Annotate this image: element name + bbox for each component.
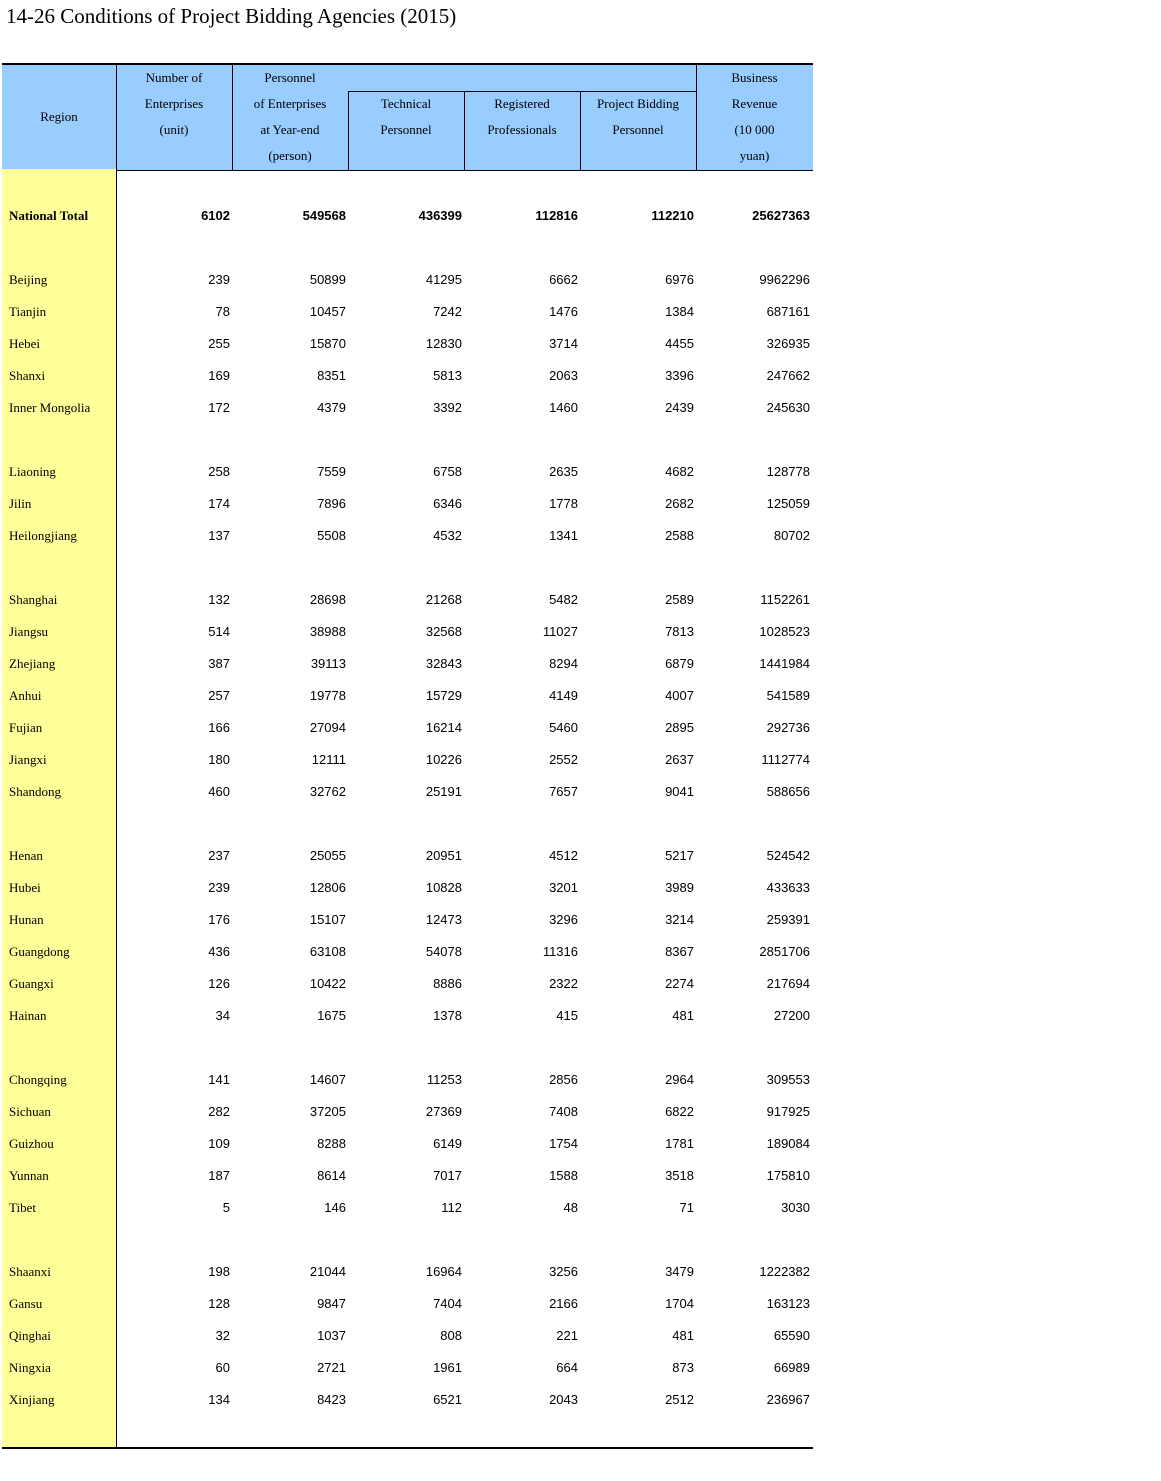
header-technical: Technical Personnel [380, 96, 432, 137]
cell-personnel: 8423 [317, 1392, 346, 1407]
table-row [0, 1006, 813, 1026]
cell-bidding: 6879 [665, 656, 694, 671]
table-row [0, 654, 813, 674]
page-title: 14-26 Conditions of Project Bidding Agencies (2015) [6, 4, 457, 28]
region-name: National Total [9, 208, 89, 223]
region-name: Chongqing [9, 1072, 67, 1087]
cell-enterprises: 176 [208, 912, 230, 927]
cell-registered: 2635 [549, 464, 578, 479]
cell-bidding: 4682 [665, 464, 694, 479]
table-row [0, 462, 813, 482]
cell-bidding: 2964 [665, 1072, 694, 1087]
cell-personnel: 5508 [317, 528, 346, 543]
cell-technical: 10828 [425, 880, 462, 895]
cell-revenue: 1441984 [759, 656, 810, 671]
cell-registered: 7408 [549, 1104, 578, 1119]
cell-enterprises: 169 [208, 368, 230, 383]
cell-registered: 3714 [549, 336, 578, 351]
region-name: Liaoning [9, 464, 56, 479]
table-row [0, 1262, 813, 1282]
cell-technical: 12830 [425, 336, 462, 351]
cell-technical: 4532 [433, 528, 462, 543]
cell-registered: 112816 [535, 208, 578, 223]
cell-personnel: 12111 [311, 752, 346, 767]
cell-registered: 4149 [549, 688, 578, 703]
table-row [0, 302, 813, 322]
cell-enterprises: 257 [208, 688, 230, 703]
cell-personnel: 15107 [309, 912, 346, 927]
cell-bidding: 4007 [665, 688, 694, 703]
cell-registered: 11027 [542, 624, 578, 639]
cell-personnel: 19778 [309, 688, 346, 703]
header-registered: Registered Professionals [487, 96, 557, 137]
region-name: Hubei [9, 880, 41, 895]
cell-revenue: 9962296 [759, 272, 810, 287]
region-name: Shanxi [9, 368, 46, 383]
cell-personnel: 8614 [317, 1168, 346, 1183]
table-row [0, 750, 813, 770]
cell-bidding: 481 [672, 1328, 694, 1343]
table-row [0, 1166, 813, 1186]
region-name: Fujian [9, 720, 43, 735]
cell-bidding: 1781 [665, 1136, 694, 1151]
cell-personnel: 14607 [309, 1072, 346, 1087]
cell-bidding: 3479 [665, 1264, 694, 1279]
cell-enterprises: 239 [208, 880, 230, 895]
cell-bidding: 2589 [665, 592, 694, 607]
cell-bidding: 2682 [665, 496, 694, 511]
cell-bidding: 2439 [665, 400, 694, 415]
cell-technical: 5813 [433, 368, 462, 383]
cell-enterprises: 34 [215, 1008, 230, 1023]
table-row [0, 270, 813, 290]
table-row [0, 1358, 813, 1378]
cell-technical: 7404 [433, 1296, 462, 1311]
table-row [0, 1294, 813, 1314]
cell-personnel: 10422 [309, 976, 346, 991]
cell-revenue: 125059 [766, 496, 810, 511]
cell-bidding: 3518 [665, 1168, 694, 1183]
region-name: Jilin [9, 496, 32, 511]
cell-personnel: 50899 [309, 272, 346, 287]
cell-enterprises: 172 [208, 400, 230, 415]
region-column-divider [116, 169, 117, 1447]
region-name: Guizhou [9, 1136, 54, 1151]
cell-personnel: 1675 [317, 1008, 346, 1023]
cell-bidding: 2588 [665, 528, 694, 543]
cell-revenue: 292736 [766, 720, 810, 735]
cell-technical: 8886 [433, 976, 462, 991]
cell-bidding: 6822 [665, 1104, 694, 1119]
table-row [0, 910, 813, 930]
region-name: Yunnan [9, 1168, 49, 1183]
table-row [0, 974, 813, 994]
region-name: Guangxi [9, 976, 54, 991]
cell-registered: 11316 [542, 944, 578, 959]
cell-enterprises: 32 [215, 1328, 230, 1343]
cell-personnel: 39113 [310, 656, 346, 671]
cell-enterprises: 132 [208, 592, 230, 607]
cell-technical: 25191 [425, 784, 462, 799]
cell-technical: 7017 [433, 1168, 462, 1183]
table-row [0, 1198, 813, 1218]
cell-personnel: 549568 [302, 208, 346, 223]
cell-registered: 1476 [549, 304, 578, 319]
cell-revenue: 309553 [766, 1072, 810, 1087]
cell-enterprises: 258 [208, 464, 230, 479]
cell-enterprises: 141 [208, 1072, 230, 1087]
cell-registered: 1460 [549, 400, 578, 415]
table-row [0, 494, 813, 514]
cell-revenue: 1152261 [760, 592, 810, 607]
cell-technical: 27369 [425, 1104, 462, 1119]
cell-revenue: 259391 [766, 912, 810, 927]
cell-technical: 6149 [433, 1136, 462, 1151]
table-row [0, 686, 813, 706]
cell-bidding: 6976 [665, 272, 694, 287]
header-region: Region [40, 109, 78, 124]
cell-revenue: 917925 [766, 1104, 810, 1119]
region-name: Shandong [9, 784, 61, 799]
cell-personnel: 1037 [317, 1328, 346, 1343]
table-row [0, 1070, 813, 1090]
cell-enterprises: 109 [208, 1136, 230, 1151]
cell-technical: 3392 [433, 400, 462, 415]
cell-enterprises: 237 [208, 848, 230, 863]
cell-technical: 32568 [425, 624, 462, 639]
table-bottom-rule [2, 1447, 813, 1449]
cell-enterprises: 60 [215, 1360, 230, 1375]
cell-bidding: 3214 [665, 912, 694, 927]
cell-registered: 3201 [549, 880, 578, 895]
cell-technical: 54078 [425, 944, 462, 959]
cell-enterprises: 137 [208, 528, 230, 543]
cell-personnel: 28698 [309, 592, 346, 607]
cell-personnel: 146 [324, 1200, 346, 1215]
header-bidding: Project Bidding Personnel [597, 96, 679, 137]
cell-revenue: 1028523 [759, 624, 810, 639]
cell-technical: 16214 [425, 720, 462, 735]
cell-technical: 7242 [433, 304, 462, 319]
cell-personnel: 32762 [309, 784, 346, 799]
cell-registered: 1754 [549, 1136, 578, 1151]
region-name: Henan [9, 848, 43, 863]
cell-registered: 2552 [549, 752, 578, 767]
cell-registered: 5460 [549, 720, 578, 735]
cell-registered: 2043 [549, 1392, 578, 1407]
cell-bidding: 2512 [665, 1392, 694, 1407]
cell-technical: 112 [441, 1200, 462, 1215]
cell-personnel: 10457 [309, 304, 346, 319]
cell-technical: 16964 [425, 1264, 462, 1279]
region-name: Sichuan [9, 1104, 51, 1119]
cell-bidding: 3396 [665, 368, 694, 383]
cell-revenue: 27200 [773, 1008, 810, 1023]
cell-enterprises: 198 [208, 1264, 230, 1279]
cell-enterprises: 166 [208, 720, 230, 735]
cell-enterprises: 436 [208, 944, 230, 959]
cell-personnel: 2721 [317, 1360, 346, 1375]
cell-bidding: 71 [679, 1200, 694, 1215]
cell-personnel: 8351 [317, 368, 346, 383]
cell-revenue: 541589 [766, 688, 810, 703]
table-row [0, 366, 813, 386]
cell-revenue: 2851706 [759, 944, 810, 959]
cell-revenue: 433633 [766, 880, 810, 895]
cell-technical: 11253 [426, 1072, 462, 1087]
table-row [0, 526, 813, 546]
cell-registered: 415 [556, 1008, 578, 1023]
cell-revenue: 247662 [766, 368, 810, 383]
cell-bidding: 4455 [665, 336, 694, 351]
cell-personnel: 7559 [317, 464, 346, 479]
cell-personnel: 27094 [309, 720, 346, 735]
cell-personnel: 12806 [309, 880, 346, 895]
cell-technical: 1961 [433, 1360, 462, 1375]
table-header [2, 63, 813, 171]
cell-personnel: 21044 [309, 1264, 346, 1279]
cell-bidding: 2637 [665, 752, 694, 767]
region-name: Anhui [9, 688, 42, 703]
cell-registered: 5482 [549, 592, 578, 607]
cell-revenue: 236967 [766, 1392, 810, 1407]
header-personnel: Personnel of Enterprises at Year-end (person) [253, 70, 327, 163]
table-row [0, 590, 813, 610]
region-name: Qinghai [9, 1328, 51, 1343]
cell-revenue: 175810 [766, 1168, 810, 1183]
table-row [0, 782, 813, 802]
cell-technical: 436399 [418, 208, 462, 223]
region-name: Hunan [9, 912, 44, 927]
cell-registered: 221 [556, 1328, 578, 1343]
cell-bidding: 1384 [665, 304, 694, 319]
cell-registered: 664 [556, 1360, 578, 1375]
cell-personnel: 8288 [317, 1136, 346, 1151]
cell-revenue: 326935 [766, 336, 810, 351]
cell-bidding: 1704 [665, 1296, 694, 1311]
cell-registered: 4512 [549, 848, 578, 863]
cell-bidding: 2274 [665, 976, 694, 991]
cell-revenue: 3030 [781, 1200, 810, 1215]
table-row [0, 334, 813, 354]
cell-bidding: 873 [672, 1360, 694, 1375]
table-row [0, 718, 813, 738]
table-row [0, 398, 813, 418]
cell-technical: 20951 [425, 848, 462, 863]
region-name: Tibet [9, 1200, 36, 1215]
cell-bidding: 9041 [665, 784, 694, 799]
region-column-background [2, 169, 116, 1447]
cell-bidding: 5217 [665, 848, 694, 863]
cell-bidding: 112210 [651, 208, 694, 223]
table-row [0, 846, 813, 866]
cell-revenue: 524542 [766, 848, 810, 863]
header-revenue: Business Revenue (10 000 yuan) [731, 70, 778, 163]
cell-registered: 1588 [549, 1168, 578, 1183]
cell-personnel: 15870 [309, 336, 346, 351]
cell-registered: 2322 [549, 976, 578, 991]
region-name: Jiangxi [9, 752, 47, 767]
region-name: Shaanxi [9, 1264, 51, 1279]
region-name: Guangdong [9, 944, 70, 959]
table-row [0, 878, 813, 898]
region-name: Zhejiang [9, 656, 56, 671]
cell-registered: 48 [563, 1200, 578, 1215]
region-name: Tianjin [9, 304, 47, 319]
cell-personnel: 4379 [317, 400, 346, 415]
cell-technical: 1378 [433, 1008, 462, 1023]
cell-registered: 2063 [549, 368, 578, 383]
table-row [0, 622, 813, 642]
cell-enterprises: 6102 [201, 208, 230, 223]
cell-registered: 2166 [549, 1296, 578, 1311]
table-row [0, 942, 813, 962]
cell-bidding: 7813 [665, 624, 694, 639]
cell-personnel: 38988 [309, 624, 346, 639]
cell-bidding: 481 [672, 1008, 694, 1023]
cell-technical: 12473 [425, 912, 462, 927]
cell-revenue: 217694 [766, 976, 810, 991]
cell-revenue: 1112774 [761, 752, 810, 767]
cell-registered: 1778 [549, 496, 578, 511]
cell-enterprises: 128 [208, 1296, 230, 1311]
cell-bidding: 3989 [665, 880, 694, 895]
header-enterprises: Number of Enterprises (unit) [144, 70, 204, 137]
cell-revenue: 66989 [773, 1360, 810, 1375]
cell-registered: 7657 [549, 784, 578, 799]
cell-revenue: 80702 [773, 528, 810, 543]
cell-registered: 2856 [549, 1072, 578, 1087]
cell-personnel: 25055 [309, 848, 346, 863]
cell-registered: 6662 [549, 272, 578, 287]
table-row [0, 1326, 813, 1346]
cell-revenue: 1222382 [759, 1264, 810, 1279]
region-name: Hebei [9, 336, 41, 351]
cell-enterprises: 255 [208, 336, 230, 351]
region-name: Gansu [9, 1296, 43, 1311]
region-name: Shanghai [9, 592, 58, 607]
region-name: Jiangsu [9, 624, 48, 639]
cell-revenue: 687161 [766, 304, 810, 319]
region-name: Heilongjiang [9, 528, 77, 543]
region-name: Xinjiang [9, 1392, 55, 1407]
cell-technical: 6346 [433, 496, 462, 511]
cell-revenue: 65590 [773, 1328, 810, 1343]
table-row [0, 1390, 813, 1410]
cell-personnel: 9847 [317, 1296, 346, 1311]
cell-technical: 6758 [433, 464, 462, 479]
cell-enterprises: 239 [208, 272, 230, 287]
cell-revenue: 245630 [766, 400, 810, 415]
cell-revenue: 128778 [766, 464, 810, 479]
cell-bidding: 2895 [665, 720, 694, 735]
cell-technical: 32843 [425, 656, 462, 671]
cell-revenue: 588656 [766, 784, 810, 799]
cell-technical: 6521 [433, 1392, 462, 1407]
cell-revenue: 189084 [766, 1136, 810, 1151]
cell-technical: 21268 [425, 592, 462, 607]
table-row [0, 1134, 813, 1154]
table-row [0, 1102, 813, 1122]
cell-enterprises: 387 [208, 656, 230, 671]
region-name: Beijing [9, 272, 48, 287]
cell-registered: 3296 [549, 912, 578, 927]
cell-enterprises: 78 [215, 304, 230, 319]
cell-enterprises: 5 [222, 1200, 230, 1215]
table-row-national-total [0, 206, 813, 226]
cell-registered: 3256 [549, 1264, 578, 1279]
cell-personnel: 7896 [317, 496, 346, 511]
region-name: Ningxia [9, 1360, 51, 1375]
cell-technical: 41295 [425, 272, 462, 287]
cell-registered: 8294 [549, 656, 578, 671]
cell-registered: 1341 [549, 528, 578, 543]
cell-revenue: 163123 [766, 1296, 810, 1311]
cell-revenue: 25627363 [752, 208, 810, 223]
region-name: Inner Mongolia [9, 400, 91, 415]
cell-enterprises: 514 [208, 624, 230, 639]
cell-enterprises: 282 [208, 1104, 230, 1119]
cell-personnel: 63108 [309, 944, 346, 959]
cell-enterprises: 180 [208, 752, 230, 767]
cell-enterprises: 174 [208, 496, 230, 511]
cell-enterprises: 126 [208, 976, 230, 991]
region-name: Hainan [9, 1008, 47, 1023]
cell-bidding: 8367 [665, 944, 694, 959]
cell-enterprises: 134 [208, 1392, 230, 1407]
cell-technical: 15729 [425, 688, 462, 703]
cell-enterprises: 460 [208, 784, 230, 799]
cell-enterprises: 187 [208, 1168, 230, 1183]
cell-technical: 10226 [425, 752, 462, 767]
cell-technical: 808 [440, 1328, 462, 1343]
cell-personnel: 37205 [309, 1104, 346, 1119]
